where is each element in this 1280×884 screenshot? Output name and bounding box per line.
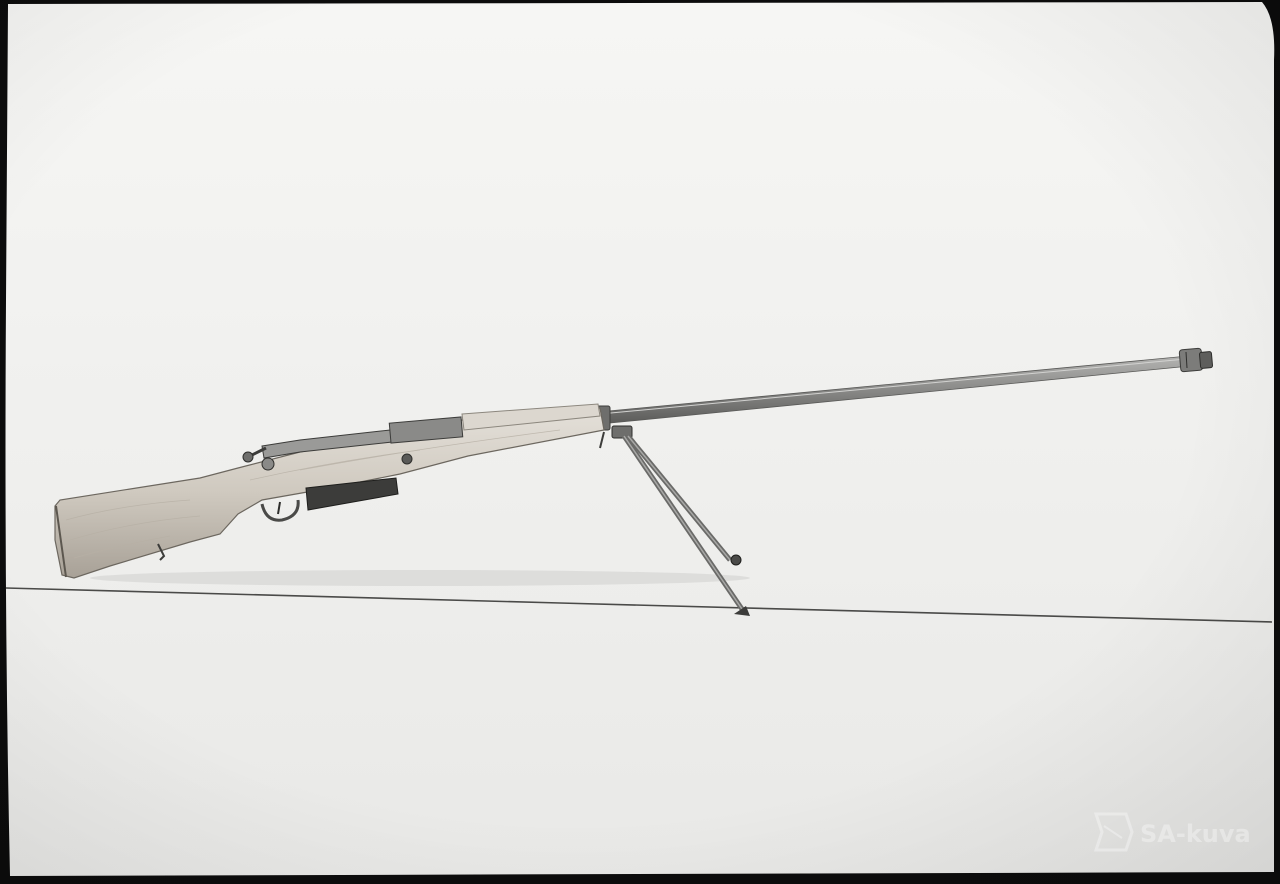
stock-disc: [402, 454, 412, 464]
watermark-text: SA-kuva: [1140, 820, 1251, 848]
muzzle-brake: [1179, 348, 1213, 372]
